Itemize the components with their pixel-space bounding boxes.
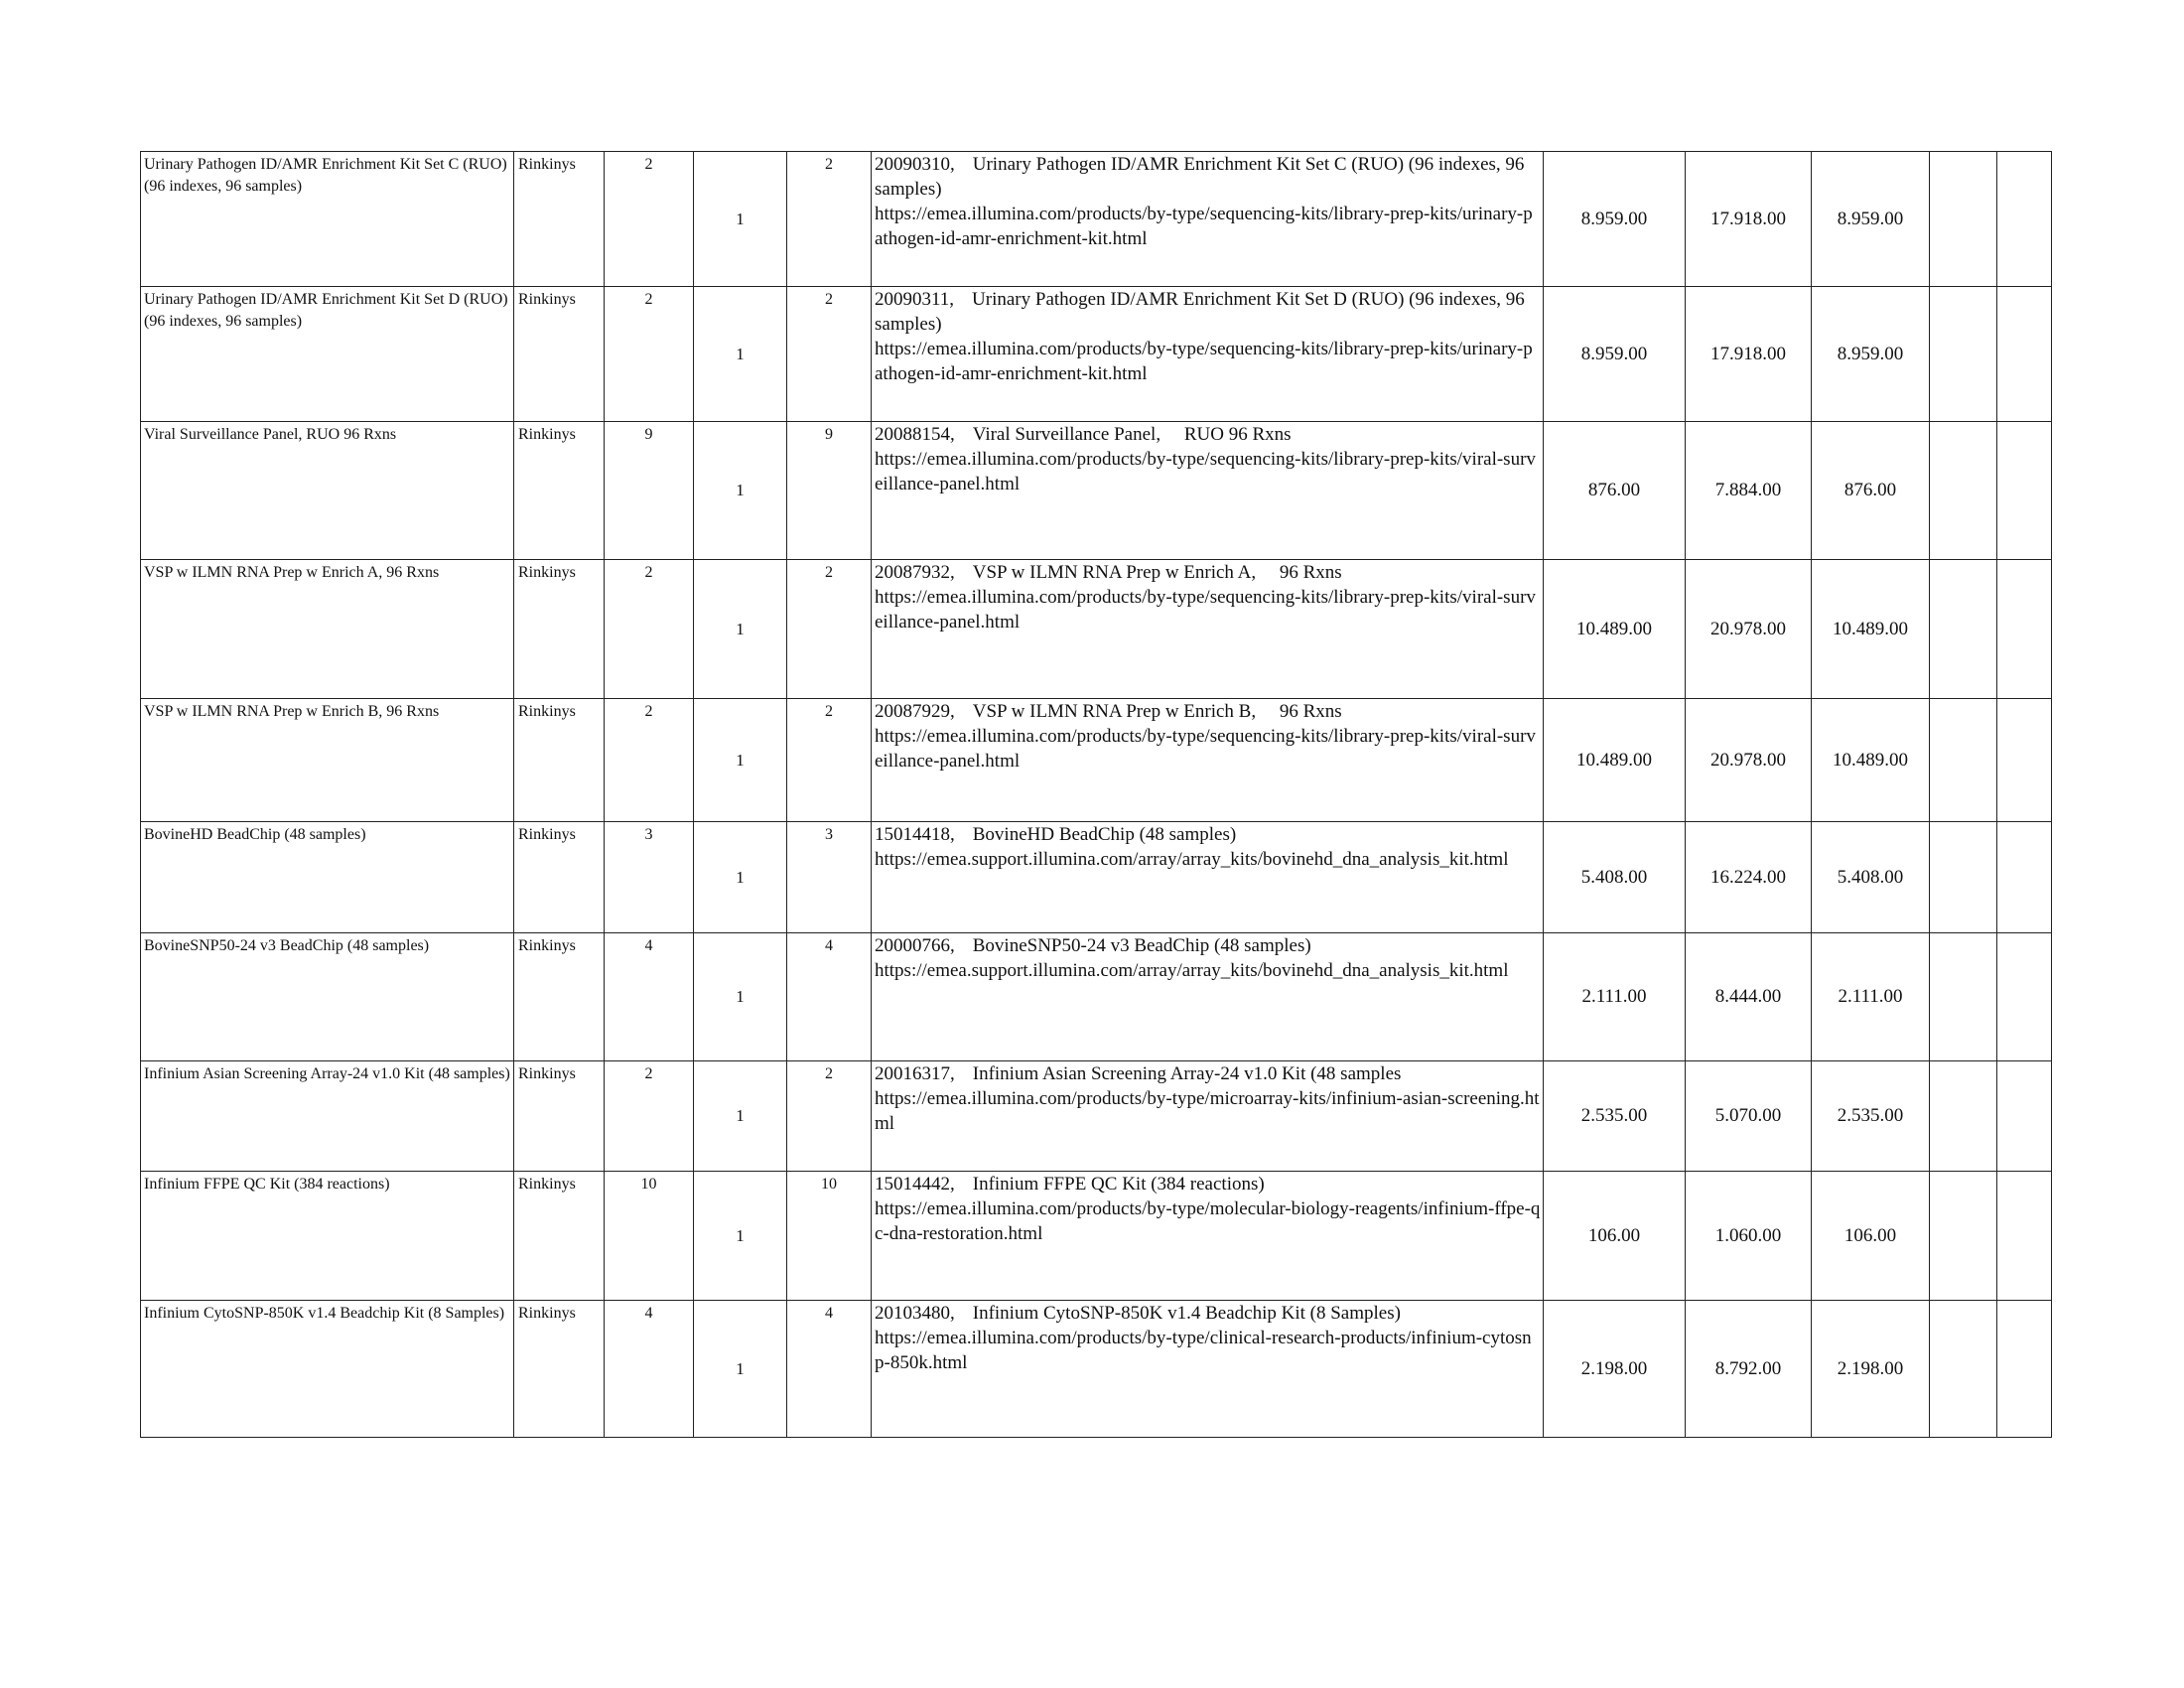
offered-quantity-cell: 2 [787, 560, 872, 699]
item-type-cell: Rinkinys [514, 1061, 605, 1172]
empty-cell [1930, 422, 1997, 560]
item-type-cell: Rinkinys [514, 1172, 605, 1301]
quantity-cell: 2 [605, 287, 694, 422]
table-row [141, 1061, 2052, 1172]
offered-quantity-cell: 2 [787, 699, 872, 822]
empty-cell [1997, 822, 2052, 933]
offer-description-cell [872, 152, 1544, 287]
offered-quantity-cell: 9 [787, 422, 872, 560]
item-name-cell: Infinium Asian Screening Array-24 v1.0 Kit (48 samples) [141, 1061, 514, 1172]
table-row [141, 422, 2052, 560]
empty-cell [1930, 1172, 1997, 1301]
price-cell: 10.489.00 [1812, 699, 1930, 822]
empty-cell [1930, 699, 1997, 822]
offered-quantity-cell: 3 [787, 822, 872, 933]
quantity-cell: 2 [605, 699, 694, 822]
table-row [141, 1172, 2052, 1301]
product-title: VSP w ILMN RNA Prep w Enrich A, 96 Rxns [972, 562, 1342, 583]
empty-cell [1930, 152, 1997, 287]
empty-cell [1930, 1061, 1997, 1172]
total-price-cell: 20.978.00 [1686, 560, 1812, 699]
empty-cell [1997, 287, 2052, 422]
unit-quantity-cell: 1 [694, 1301, 787, 1438]
product-code: 20016317, [875, 1063, 955, 1084]
empty-cell [1930, 933, 1997, 1061]
product-url: https://emea.illumina.com/products/by-type/sequencing-kits/library-prep-kits/viral-surveillance-panel.html [875, 449, 1536, 494]
product-url: https://emea.illumina.com/products/by-type/sequencing-kits/library-prep-kits/viral-surveillance-panel.html [875, 587, 1536, 633]
offer-description-cell [872, 699, 1544, 822]
unit-quantity-cell: 1 [694, 1061, 787, 1172]
offer-description-cell [872, 933, 1544, 1061]
product-url: https://emea.illumina.com/products/by-type/microarray-kits/infinium-asian-screening.html [875, 1088, 1540, 1134]
unit-quantity-cell: 1 [694, 699, 787, 822]
offered-quantity-cell: 4 [787, 1301, 872, 1438]
product-code: 20087929, [875, 701, 955, 722]
product-code: 20088154, [875, 424, 955, 445]
product-url: https://emea.support.illumina.com/array/array_kits/bovinehd_dna_analysis_kit.html [875, 849, 1509, 870]
item-type-cell: Rinkinys [514, 152, 605, 287]
offer-heading [875, 933, 1541, 958]
empty-cell [1997, 152, 2052, 287]
item-name-cell: Viral Surveillance Panel, RUO 96 Rxns [141, 422, 514, 560]
product-code: 20090310, [875, 154, 955, 175]
offer-heading [875, 822, 1541, 847]
product-title: Urinary Pathogen ID/AMR Enrichment Kit Set D (RUO) (96 indexes, 96 samples) [875, 289, 1525, 335]
item-type-cell: Rinkinys [514, 560, 605, 699]
product-url: https://emea.illumina.com/products/by-type/clinical-research-products/infinium-cytosnp-850k.html [875, 1328, 1532, 1373]
offer-heading [875, 1061, 1541, 1086]
offered-quantity-cell: 4 [787, 933, 872, 1061]
unit-price-cell: 2.111.00 [1544, 933, 1686, 1061]
table-row [141, 699, 2052, 822]
offer-heading [875, 152, 1541, 202]
unit-price-cell: 8.959.00 [1544, 152, 1686, 287]
quantity-cell: 3 [605, 822, 694, 933]
product-title: Infinium FFPE QC Kit (384 reactions) [972, 1174, 1265, 1195]
total-price-cell: 20.978.00 [1686, 699, 1812, 822]
total-price-cell: 1.060.00 [1686, 1172, 1812, 1301]
table-row [141, 287, 2052, 422]
offer-heading [875, 1301, 1541, 1326]
offer-description-cell [872, 287, 1544, 422]
empty-cell [1930, 560, 1997, 699]
table-row [141, 933, 2052, 1061]
price-cell: 10.489.00 [1812, 560, 1930, 699]
quantity-cell: 10 [605, 1172, 694, 1301]
offer-description-cell [872, 1172, 1544, 1301]
price-cell: 8.959.00 [1812, 152, 1930, 287]
offer-description-cell [872, 822, 1544, 933]
empty-cell [1997, 1301, 2052, 1438]
procurement-table [140, 151, 2052, 1438]
empty-cell [1997, 1061, 2052, 1172]
offered-quantity-cell: 2 [787, 287, 872, 422]
item-name-cell: VSP w ILMN RNA Prep w Enrich A, 96 Rxns [141, 560, 514, 699]
empty-cell [1997, 422, 2052, 560]
price-cell: 5.408.00 [1812, 822, 1930, 933]
empty-cell [1930, 822, 1997, 933]
empty-cell [1997, 560, 2052, 699]
offer-heading [875, 699, 1541, 724]
item-name-cell: Urinary Pathogen ID/AMR Enrichment Kit Set D (RUO) (96 indexes, 96 samples) [141, 287, 514, 422]
quantity-cell: 4 [605, 933, 694, 1061]
price-cell: 8.959.00 [1812, 287, 1930, 422]
table-row [141, 560, 2052, 699]
table-row [141, 1301, 2052, 1438]
item-type-cell: Rinkinys [514, 422, 605, 560]
price-cell: 2.111.00 [1812, 933, 1930, 1061]
total-price-cell: 8.792.00 [1686, 1301, 1812, 1438]
offer-heading [875, 287, 1541, 337]
price-cell: 106.00 [1812, 1172, 1930, 1301]
product-url: https://emea.illumina.com/products/by-type/molecular-biology-reagents/infinium-ffpe-qc-dna-restoration.html [875, 1198, 1541, 1244]
product-title: BovineHD BeadChip (48 samples) [972, 824, 1237, 845]
product-title: Urinary Pathogen ID/AMR Enrichment Kit Set C (RUO) (96 indexes, 96 samples) [875, 154, 1525, 200]
empty-cell [1997, 699, 2052, 822]
unit-quantity-cell: 1 [694, 1172, 787, 1301]
unit-price-cell: 106.00 [1544, 1172, 1686, 1301]
item-name-cell: BovineSNP50-24 v3 BeadChip (48 samples) [141, 933, 514, 1061]
item-name-cell: BovineHD BeadChip (48 samples) [141, 822, 514, 933]
item-type-cell: Rinkinys [514, 933, 605, 1061]
offer-description-cell [872, 1301, 1544, 1438]
offer-description-cell [872, 1061, 1544, 1172]
quantity-cell: 2 [605, 152, 694, 287]
quantity-cell: 2 [605, 1061, 694, 1172]
product-url: https://emea.illumina.com/products/by-type/sequencing-kits/library-prep-kits/urinary-pathogen-id-amr-enrichment-kit.html [875, 339, 1533, 384]
item-name-cell: VSP w ILMN RNA Prep w Enrich B, 96 Rxns [141, 699, 514, 822]
unit-quantity-cell: 1 [694, 822, 787, 933]
item-name-cell: Infinium CytoSNP-850K v1.4 Beadchip Kit (8 Samples) [141, 1301, 514, 1438]
table-body [141, 152, 2052, 1438]
table-row [141, 822, 2052, 933]
product-url: https://emea.illumina.com/products/by-type/sequencing-kits/library-prep-kits/viral-surveillance-panel.html [875, 726, 1536, 772]
item-name-cell: Urinary Pathogen ID/AMR Enrichment Kit Set C (RUO) (96 indexes, 96 samples) [141, 152, 514, 287]
item-type-cell: Rinkinys [514, 1301, 605, 1438]
unit-price-cell: 8.959.00 [1544, 287, 1686, 422]
product-code: 20000766, [875, 935, 955, 956]
item-type-cell: Rinkinys [514, 699, 605, 822]
total-price-cell: 7.884.00 [1686, 422, 1812, 560]
price-cell: 876.00 [1812, 422, 1930, 560]
unit-quantity-cell: 1 [694, 933, 787, 1061]
total-price-cell: 5.070.00 [1686, 1061, 1812, 1172]
item-type-cell: Rinkinys [514, 287, 605, 422]
unit-quantity-cell: 1 [694, 560, 787, 699]
quantity-cell: 9 [605, 422, 694, 560]
offer-description-cell [872, 560, 1544, 699]
unit-quantity-cell: 1 [694, 287, 787, 422]
unit-price-cell: 876.00 [1544, 422, 1686, 560]
unit-quantity-cell: 1 [694, 152, 787, 287]
product-code: 15014418, [875, 824, 955, 845]
product-code: 15014442, [875, 1174, 955, 1195]
product-url: https://emea.support.illumina.com/array/array_kits/bovinehd_dna_analysis_kit.html [875, 960, 1509, 981]
product-title: Viral Surveillance Panel, RUO 96 Rxns [972, 424, 1292, 445]
empty-cell [1930, 1301, 1997, 1438]
offered-quantity-cell: 2 [787, 1061, 872, 1172]
product-title: BovineSNP50-24 v3 BeadChip (48 samples) [972, 935, 1311, 956]
price-cell: 2.535.00 [1812, 1061, 1930, 1172]
empty-cell [1930, 287, 1997, 422]
offer-heading [875, 422, 1541, 447]
product-code: 20087932, [875, 562, 955, 583]
empty-cell [1997, 933, 2052, 1061]
table-row [141, 152, 2052, 287]
total-price-cell: 8.444.00 [1686, 933, 1812, 1061]
unit-price-cell: 10.489.00 [1544, 560, 1686, 699]
unit-quantity-cell: 1 [694, 422, 787, 560]
price-cell: 2.198.00 [1812, 1301, 1930, 1438]
offered-quantity-cell: 2 [787, 152, 872, 287]
offer-heading [875, 1172, 1541, 1196]
offer-description-cell [872, 422, 1544, 560]
quantity-cell: 4 [605, 1301, 694, 1438]
unit-price-cell: 10.489.00 [1544, 699, 1686, 822]
unit-price-cell: 5.408.00 [1544, 822, 1686, 933]
product-title: Infinium CytoSNP-850K v1.4 Beadchip Kit (8 Samples) [972, 1303, 1401, 1324]
quantity-cell: 2 [605, 560, 694, 699]
product-url: https://emea.illumina.com/products/by-type/sequencing-kits/library-prep-kits/urinary-pathogen-id-amr-enrichment-kit.html [875, 204, 1533, 249]
total-price-cell: 17.918.00 [1686, 287, 1812, 422]
unit-price-cell: 2.198.00 [1544, 1301, 1686, 1438]
unit-price-cell: 2.535.00 [1544, 1061, 1686, 1172]
product-title: VSP w ILMN RNA Prep w Enrich B, 96 Rxns [972, 701, 1342, 722]
item-type-cell: Rinkinys [514, 822, 605, 933]
total-price-cell: 17.918.00 [1686, 152, 1812, 287]
offered-quantity-cell: 10 [787, 1172, 872, 1301]
empty-cell [1997, 1172, 2052, 1301]
product-code: 20090311, [875, 289, 955, 310]
item-name-cell: Infinium FFPE QC Kit (384 reactions) [141, 1172, 514, 1301]
offer-heading [875, 560, 1541, 585]
total-price-cell: 16.224.00 [1686, 822, 1812, 933]
product-code: 20103480, [875, 1303, 955, 1324]
product-title: Infinium Asian Screening Array-24 v1.0 Kit (48 samples [972, 1063, 1402, 1084]
